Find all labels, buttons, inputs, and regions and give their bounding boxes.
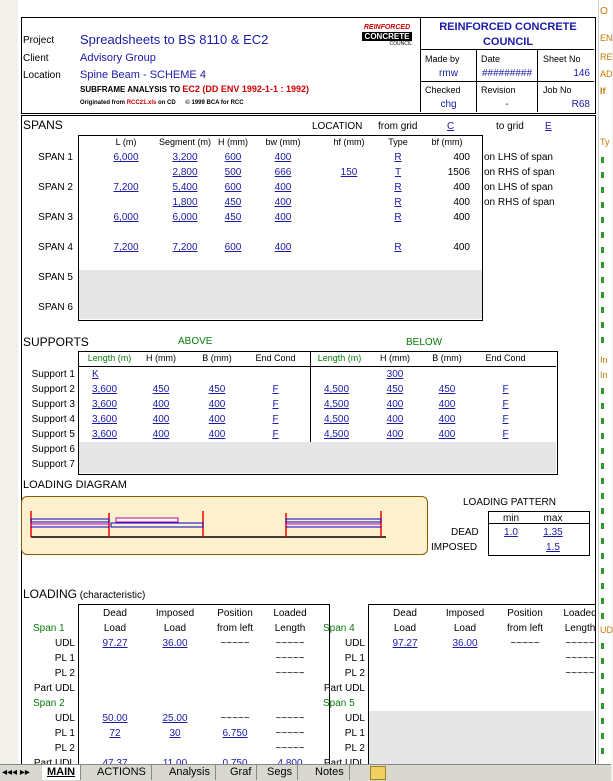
tab-actions[interactable]: ACTIONS [92,765,152,780]
status-mark [601,478,604,484]
span-row-label: SPAN 6 [38,302,73,313]
span-cell-hf[interactable]: 150 [340,167,358,178]
status-mark [601,448,604,454]
support-row-label: Support 4 [31,414,75,425]
pattern-dead-min[interactable]: 1.0 [504,527,518,538]
loading-right-empty [369,711,594,764]
span-cell-bw[interactable]: 400 [274,242,292,253]
revision-label: Revision [481,85,516,95]
span-cell-bf: 400 [453,152,470,163]
pattern-max-label: max [543,513,563,524]
span-cell-bw[interactable]: 400 [274,212,292,223]
support-above-aH[interactable]: 400 [152,414,170,425]
span-cell-seg[interactable]: 7,200 [172,242,198,253]
span-row-label: SPAN 2 [38,182,73,193]
loading-header-2: Length [564,623,596,634]
made-by-value[interactable]: rmw [439,68,458,79]
sheet-tab-bar [0,764,611,781]
support-above-aB[interactable]: 400 [208,429,226,440]
status-mark [601,388,604,394]
side-label-en: EN [600,33,613,43]
span-cell-bf: 1506 [447,167,470,178]
loading-row-label: UDL [54,638,75,649]
copyright-text: © 1999 BCA for RCC [185,100,244,106]
span-cell-L[interactable]: 7,200 [113,182,139,193]
span-row-label: SPAN 4 [38,242,73,253]
support-below-bE[interactable]: F [502,429,509,440]
status-mark [601,217,604,223]
support-row-label: Support 5 [31,429,75,440]
supports-title: SUPPORTS [23,335,89,349]
status-mark [601,262,604,268]
status-mark [601,733,604,739]
date-label: Date [481,54,501,64]
span-cell-bw[interactable]: 400 [274,182,292,193]
from-grid-value[interactable]: C [447,121,455,132]
client-label: Client [23,53,49,64]
loading-row-label: PL 1 [54,728,75,739]
status-mark [601,568,604,574]
support-below-bH[interactable]: 450 [386,384,404,395]
loading-header-1: Dead [103,608,127,619]
location-value[interactable]: Spine Beam - SCHEME 4 [80,69,206,81]
spans-col-header: Type [388,137,408,147]
loading-span-label: Span 1 [33,623,65,634]
loading-title-text: LOADING [23,587,78,601]
span-cell-bf: 400 [453,242,470,253]
pattern-dead-max[interactable]: 1.35 [543,527,563,538]
support-above-aB[interactable]: 400 [208,414,226,425]
support-above-aE[interactable]: F [272,414,279,425]
support-below-bL[interactable]: 4,500 [324,384,350,395]
loading-cell-p: ~~~~~ [220,713,250,724]
loading-cell-l: ~~~~~ [275,743,305,754]
supports-above-col: B (mm) [202,353,232,363]
loading-diagram-drawing [26,505,421,545]
status-mark [601,718,604,724]
status-mark [601,247,604,253]
status-mark [601,688,604,694]
loading-pattern-title: LOADING PATTERN [463,497,556,508]
spans-col-header: Segment (m) [158,137,211,147]
checked-label: Checked [425,85,461,95]
subframe-note [80,84,309,94]
revision-value[interactable]: - [505,99,509,110]
loading-header-2: Load [163,623,187,634]
loading-cell-d[interactable]: 72 [109,728,121,739]
supports-below-col: End Cond [485,353,526,363]
tab-analysis[interactable]: Analysis [164,765,216,780]
loading-header-2: Load [453,623,477,634]
supports-empty-area [79,442,556,473]
loading-header-2: Load [393,623,417,634]
support-below-bB[interactable]: 400 [438,399,456,410]
info-row-divider [420,81,594,82]
support-above-aE[interactable]: F [272,399,279,410]
originated-file: RCC21.xls [126,100,157,106]
support-below-bH[interactable]: 300 [386,369,404,380]
span-note: on RHS of span [484,167,555,178]
support-above-aH[interactable]: 400 [152,429,170,440]
support-above-aH[interactable]: 400 [152,399,170,410]
loading-cell-l: ~~~~~ [275,668,305,679]
support-above-aL[interactable]: 3,600 [92,384,118,395]
supports-below-col: H (mm) [380,353,410,363]
loading-header-2: from left [216,623,254,634]
loading-row-label: PL 1 [54,653,75,664]
supports-above-col: H (mm) [146,353,176,363]
pattern-imposed-label: IMPOSED [431,542,478,553]
council-divider [420,49,594,50]
status-mark [601,307,604,313]
loading-cell-l: ~~~~~ [565,653,595,664]
made-by-label: Made by [425,54,460,64]
date-value[interactable]: ######### [481,68,533,79]
side-label-ad: AD [600,69,613,79]
status-mark [601,172,604,178]
loading-row-label: PL 2 [344,668,365,679]
status-mark [601,277,604,283]
loading-header-1: Dead [393,608,417,619]
loading-header-1: Position [217,608,253,619]
tab-main[interactable]: MAIN [42,765,81,780]
span-cell-type[interactable]: R [394,212,402,223]
support-above-aL[interactable]: 3,600 [92,429,118,440]
span-row-label: SPAN 5 [38,272,73,283]
pattern-imposed-max[interactable]: 1.5 [546,542,560,553]
project-label: Project [23,35,55,46]
to-grid-value[interactable]: E [545,121,552,132]
loading-cell-d[interactable]: 50.00 [102,713,128,724]
status-mark [601,598,604,604]
span-cell-seg[interactable]: 3,200 [172,152,198,163]
location-label: Location [23,70,61,81]
support-below-bL[interactable]: 4,500 [324,429,350,440]
span-row-label: SPAN 3 [38,212,73,223]
support-below-bB[interactable]: 400 [438,414,456,425]
checked-value[interactable]: chg [440,99,457,110]
status-mark [601,673,604,679]
support-row-label: Support 3 [31,399,75,410]
clipped-column [598,0,612,764]
status-mark [601,292,604,298]
support-row-label: Support 6 [31,444,75,455]
loading-header-1: Loaded [273,608,307,619]
span-cell-type[interactable]: R [394,182,402,193]
status-mark [601,613,604,619]
span-cell-type[interactable]: R [394,152,402,163]
loading-row-label: UDL [344,638,365,649]
supports-below-label: BELOW [406,337,443,348]
header-divider [420,17,421,112]
span-cell-bf: 400 [453,182,470,193]
job-value[interactable]: R68 [571,99,590,110]
originated-note [80,100,244,106]
supports-above-col: End Cond [255,353,296,363]
support-above-aB[interactable]: 450 [208,384,226,395]
span-cell-bf: 400 [453,197,470,208]
span-cell-seg[interactable]: 5,400 [172,182,198,193]
status-mark [601,463,604,469]
span-cell-type[interactable]: T [394,167,402,178]
side-label-ud: UD [600,625,613,635]
loading-cell-l: ~~~~~ [275,713,305,724]
tab-segs[interactable]: Segs [262,765,298,780]
loading-cell-l: ~~~~~ [565,668,595,679]
logo-line3: COUNCIL [389,41,412,47]
side-label-ty: Ty [600,137,610,147]
side-label-in1: In [600,355,608,365]
loading-row-label: PL 2 [54,668,75,679]
loading-cell-l: ~~~~~ [275,728,305,739]
span-cell-H[interactable]: 500 [224,167,242,178]
loading-cell-i[interactable]: 25.00 [162,713,188,724]
loading-header-1: Position [507,608,543,619]
span-cell-H[interactable]: 450 [224,212,242,223]
from-grid-label: from grid [378,121,418,132]
span-note: on LHS of span [484,152,553,163]
support-below-bL[interactable]: 4,500 [324,414,350,425]
status-mark [601,418,604,424]
status-mark [601,322,604,328]
side-label-in2: In [600,370,608,380]
loading-cell-p[interactable]: 6.750 [222,728,248,739]
support-above-aL[interactable]: 3,600 [92,414,118,425]
support-below-bE[interactable]: F [502,399,509,410]
loading-row-label: PL 1 [344,653,365,664]
status-mark [601,433,604,439]
side-label-o: O [600,6,608,17]
status-mark [601,232,604,238]
tab-notes[interactable]: Notes [310,765,350,780]
insert-sheet-icon[interactable] [370,766,386,780]
supports-below-col: Length (m) [317,353,362,363]
spans-empty-area [79,270,482,319]
loading-span-label: Span 5 [323,698,355,709]
tab-graf[interactable]: Graf [225,765,257,780]
loading-row-label: PL 1 [344,728,365,739]
span-cell-H[interactable]: 600 [224,152,242,163]
supports-below-col: B (mm) [432,353,462,363]
support-row-label: Support 1 [31,369,75,380]
span-cell-seg[interactable]: 2,800 [172,167,198,178]
loading-header-1: Imposed [445,608,485,619]
sheet-label: Sheet No [543,54,581,64]
status-mark [601,523,604,529]
loading-span-label: Span 2 [33,698,65,709]
span-note: on LHS of span [484,182,553,193]
loading-diagram-title: LOADING DIAGRAM [23,479,127,491]
originated-text: Originated from [80,100,126,106]
loading-cell-i[interactable]: 36.00 [162,638,188,649]
spans-col-header: L (m) [115,137,137,147]
span-cell-H[interactable]: 600 [224,242,242,253]
support-below-bB[interactable]: 400 [438,429,456,440]
spans-col-header: bf (mm) [431,137,463,147]
loading-cell-p: ~~~~~ [510,638,540,649]
spans-col-header: bw (mm) [265,137,301,147]
to-grid-label: to grid [496,121,524,132]
rcc-logo [362,24,412,54]
loading-row-label: UDL [344,713,365,724]
sheet-value[interactable]: 146 [573,68,590,79]
spans-col-header: H (mm) [218,137,248,147]
loading-cell-d[interactable]: 97.27 [392,638,418,649]
support-row-label: Support 7 [31,459,75,470]
loading-cell-l: ~~~~~ [275,653,305,664]
status-mark [601,493,604,499]
client-value[interactable]: Advisory Group [80,52,156,64]
loading-cell-i[interactable]: 30 [169,728,181,739]
pattern-dead-label: DEAD [451,527,479,538]
status-mark [601,583,604,589]
status-mark [601,403,604,409]
support-below-bH[interactable]: 400 [386,399,404,410]
support-above-aE[interactable]: F [272,384,279,395]
loading-header-2: Length [274,623,306,634]
support-above-aB[interactable]: 400 [208,399,226,410]
support-below-bH[interactable]: 400 [386,429,404,440]
status-mark [601,202,604,208]
status-mark [601,748,604,754]
logo-line1: REINFORCED [363,24,411,31]
supports-above-label: ABOVE [178,336,213,347]
loading-header-2: Load [103,623,127,634]
loading-row-label: PL 2 [54,743,75,754]
span-note: on RHS of span [484,197,555,208]
loading-cell-i[interactable]: 36.00 [452,638,478,649]
tab-nav-arrows[interactable]: ◂◂◂ ▸▸ [2,767,30,778]
loading-cell-l: ~~~~~ [275,638,305,649]
loading-header-2: from left [506,623,544,634]
loading-span-label: Span 4 [323,623,355,634]
spans-col-header: hf (mm) [333,137,365,147]
status-mark [601,643,604,649]
status-mark [601,337,604,343]
loading-row-label: Part UDL [33,683,75,694]
subframe-code: EC2 (DD ENV 1992-1-1 : 1992) [182,84,309,94]
status-mark [601,508,604,514]
support-below-bH[interactable]: 400 [386,414,404,425]
loading-row-label: PL 2 [344,743,365,754]
support-above-aL[interactable]: 3,600 [92,399,118,410]
side-label-re: RE [600,52,613,62]
loading-cell-l: ~~~~~ [565,638,595,649]
span-cell-H[interactable]: 450 [224,197,242,208]
span-cell-bw[interactable]: 666 [274,167,292,178]
side-label-if: If [600,86,606,96]
status-mark [601,703,604,709]
support-above-aL[interactable]: K [92,369,99,380]
support-below-bB[interactable]: 450 [438,384,456,395]
status-mark [601,187,604,193]
originated-cd: on CD [158,100,176,106]
status-mark [601,658,604,664]
loading-cell-d[interactable]: 97.27 [102,638,128,649]
worksheet [18,0,598,764]
span-cell-bw[interactable]: 400 [274,197,292,208]
loading-row-label: Part UDL [323,683,365,694]
project-value[interactable]: Spreadsheets to BS 8110 & EC2 [80,32,269,47]
span-cell-type[interactable]: R [394,242,402,253]
span-cell-bf: 400 [453,212,470,223]
status-mark [601,553,604,559]
loading-cell-p: ~~~~~ [220,638,250,649]
supports-above-col: Length (m) [87,353,132,363]
status-mark [601,538,604,544]
span-cell-seg[interactable]: 1,800 [172,197,198,208]
span-cell-L[interactable]: 6,000 [113,152,139,163]
pattern-min-label: min [502,513,520,524]
support-above-aE[interactable]: F [272,429,279,440]
support-below-bE[interactable]: F [502,384,509,395]
loading-title [23,587,145,601]
logo-line2: CONCRETE [362,32,412,41]
span-cell-type[interactable]: R [394,197,402,208]
support-above-aH[interactable]: 450 [152,384,170,395]
loading-row-label: UDL [54,713,75,724]
subframe-text: SUBFRAME ANALYSIS TO [80,85,181,94]
support-below-bL[interactable]: 4,500 [324,399,350,410]
span-cell-H[interactable]: 600 [224,182,242,193]
job-label: Job No [543,85,572,95]
span-cell-L[interactable]: 6,000 [113,212,139,223]
span-cell-seg[interactable]: 6,000 [172,212,198,223]
status-mark [601,157,604,163]
span-cell-bw[interactable]: 400 [274,152,292,163]
council-name: REINFORCED CONCRETE COUNCIL [439,21,577,48]
loading-header-1: Imposed [155,608,195,619]
loading-header-1: Loaded [563,608,597,619]
span-row-label: SPAN 1 [38,152,73,163]
spans-title: SPANS [23,118,63,132]
span-cell-L[interactable]: 7,200 [113,242,139,253]
location-grid-label: LOCATION [312,121,363,132]
support-below-bE[interactable]: F [502,414,509,425]
loading-subtitle: (characteristic) [79,590,146,601]
support-row-label: Support 2 [31,384,75,395]
